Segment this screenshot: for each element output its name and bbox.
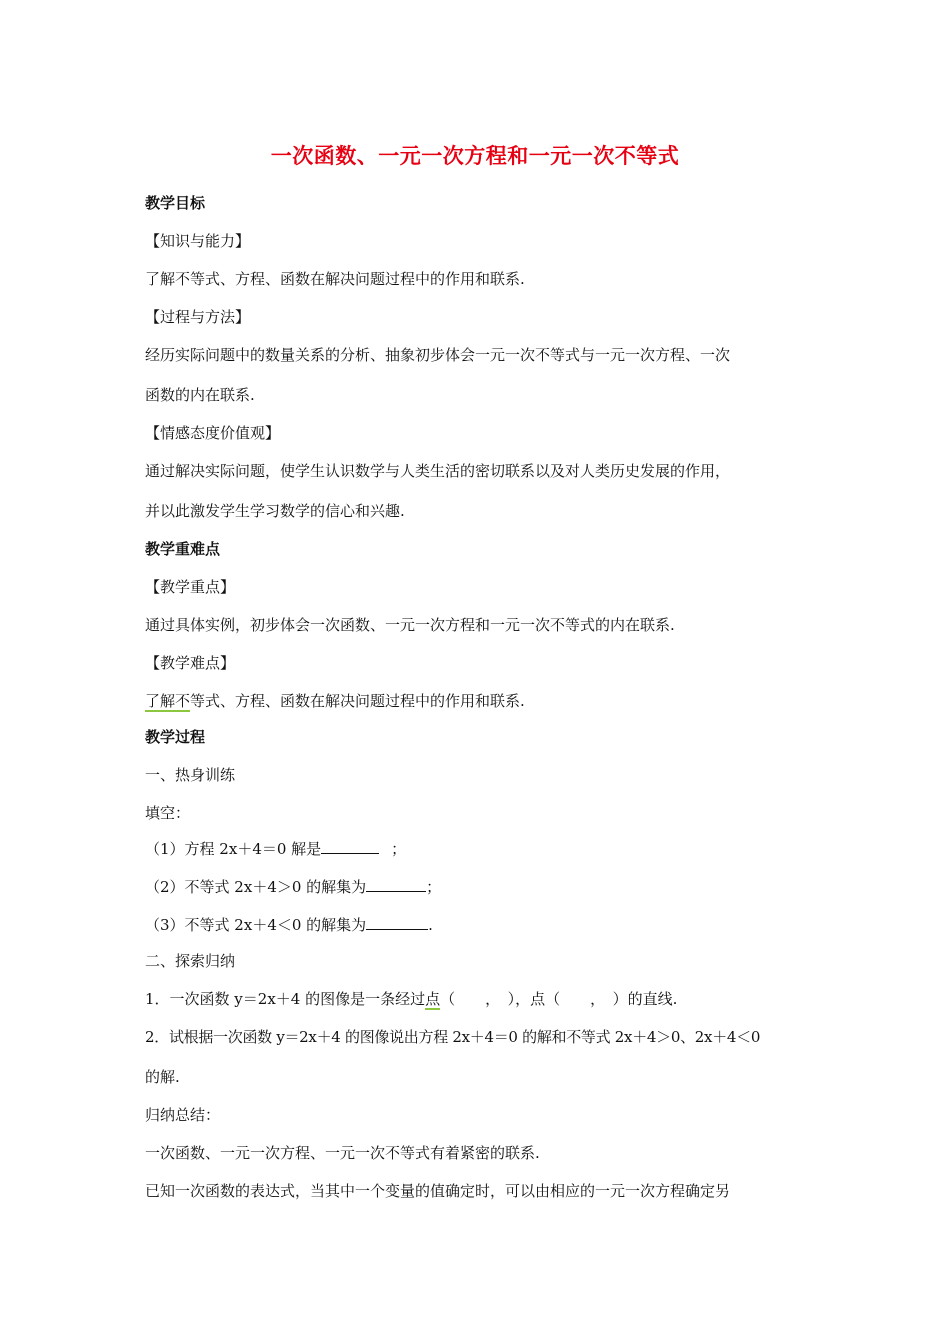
text-difficulty [145,690,815,711]
difficulty-text-part-a: 了解不 [145,692,191,710]
explore-item-2-line-1: 2．试根据一次函数 y＝2x＋4 的图像说出方程 2x＋4＝0 的解和不等式 2x＋4＞0、2x＋4＜0 [145,1028,761,1046]
text-focus: 通过具体实例，初步体会一次函数、一元一次方程和一元一次不等式的内在联系. [145,616,675,634]
explore-item-1-text-c: （ ， ），点（ ， ）的直线. [440,990,678,1008]
question-2 [145,876,815,897]
explore-item-1-text-a: 1．一次函数 y＝2x＋4 的图像是一条经过 [145,990,426,1008]
question-1 [145,838,815,859]
explore-item-1 [145,988,815,1009]
subheading-warmup: 一、热身训练 [145,766,236,784]
label-emotion: 【情感态度价值观】 [145,424,281,442]
section-heading-goals: 教学目标 [145,194,206,212]
question-2-text: （2）不等式 2x＋4＞0 的解集为 [145,878,367,896]
text-process-method-1: 经历实际问题中的数量关系的分析、抽象初步体会一元一次不等式与一元一次方程、一次 [145,346,731,364]
subheading-explore: 二、探索归纳 [145,952,236,970]
text-knowledge: 了解不等式、方程、函数在解决问题过程中的作用和联系. [145,270,525,288]
explore-item-1-text-b: 点 [425,990,441,1008]
difficulty-text-part-b: 等式、方程、函数在解决问题过程中的作用和联系. [190,692,525,710]
label-process-method: 【过程与方法】 [145,308,251,326]
section-heading-process: 教学过程 [145,728,206,746]
text-emotion-1: 通过解决实际问题，使学生认识数学与人类生活的密切联系以及对人类历史发展的作用， [145,462,731,480]
question-3-text: （3）不等式 2x＋4＜0 的解集为 [145,916,367,934]
label-fill: 填空： [145,804,191,822]
explore-item-2-line-2: 的解. [145,1068,180,1086]
summary-text-1: 一次函数、一元一次方程、一元一次不等式有着紧密的联系. [145,1144,540,1162]
question-3 [145,914,815,935]
question-2-end: ； [426,878,442,896]
text-emotion-2: 并以此激发学生学习数学的信心和兴趣. [145,502,405,520]
answer-blank-2[interactable] [366,877,426,892]
document-title: 一次函数、一元一次方程和一元一次不等式 [270,144,680,168]
text-process-method-2: 函数的内在联系. [145,386,255,404]
question-1-text: （1）方程 2x＋4＝0 解是 [145,840,322,858]
summary-text-2: 已知一次函数的表达式，当其中一个变量的值确定时，可以由相应的一元一次方程确定另 [145,1182,731,1200]
label-knowledge: 【知识与能力】 [145,232,251,250]
section-heading-key-points: 教学重难点 [145,540,221,558]
answer-blank-3[interactable] [366,915,428,930]
question-3-end: . [428,916,433,934]
label-summary: 归纳总结： [145,1106,221,1124]
answer-blank-1[interactable] [321,839,379,854]
label-focus: 【教学重点】 [145,578,236,596]
question-1-end: ； [391,840,407,858]
label-difficulty: 【教学难点】 [145,654,236,672]
